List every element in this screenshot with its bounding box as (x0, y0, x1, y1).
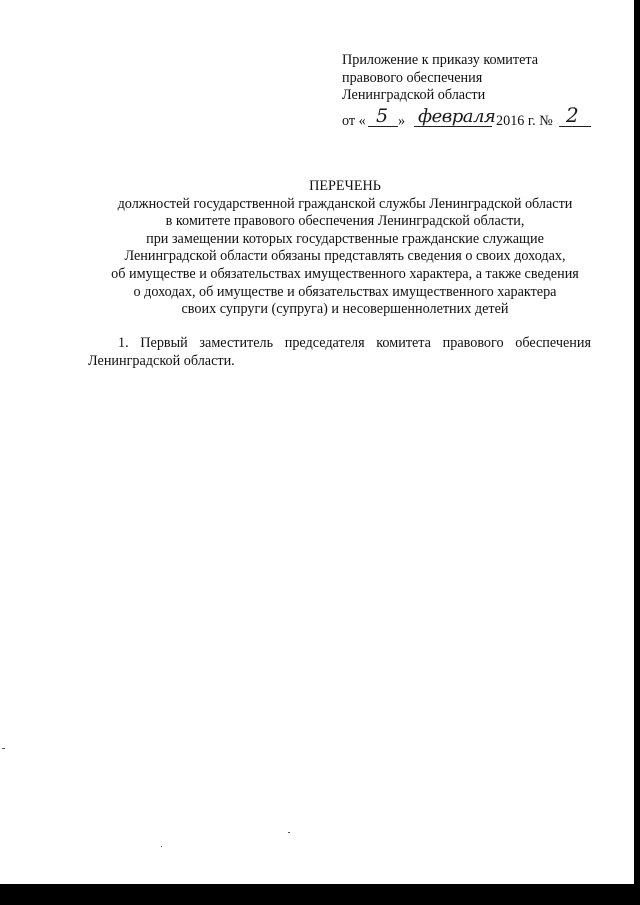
title-line: в комитете правового обеспечения Ленинградской области, (165, 213, 525, 230)
scan-border-right (634, 0, 640, 905)
handwritten-number: 2 (566, 103, 579, 127)
scan-speck (288, 832, 290, 833)
order-date-line (342, 103, 632, 135)
date-quote-close: » (398, 113, 406, 129)
appendix-line: Ленинградской области (342, 87, 486, 103)
appendix-header (342, 52, 622, 105)
title-heading: ПЕРЕЧЕНЬ (309, 178, 381, 194)
appendix-line: Приложение к приказу комитета (342, 52, 539, 68)
list-item-line: 1. Первый заместитель председателя комитета правового обеспечения (118, 335, 591, 351)
scan-border-bottom (0, 884, 640, 905)
scan-speck (2, 748, 5, 749)
document-title (60, 178, 630, 319)
list-item (88, 334, 591, 370)
title-line: Ленинградской области обязаны представлять сведения о своих доходах, (124, 248, 566, 265)
scan-speck (161, 846, 162, 847)
list-item-line: Ленинградской области. (88, 353, 235, 369)
title-line: о доходах, об имуществе и обязательствах имущественного характера (133, 283, 557, 300)
date-year-number: 2016 г. № (496, 113, 553, 129)
title-line: при замещении которых государственные гражданские служащие (146, 230, 544, 247)
appendix-line: правового обеспечения (342, 69, 483, 86)
date-prefix: от « (342, 113, 366, 129)
title-line: своих супруги (супруга) и несовершеннолетних детей (181, 301, 509, 318)
handwritten-month: февраля (418, 106, 496, 127)
handwritten-day: 5 (376, 105, 389, 127)
title-line: должностей государственной гражданской службы Ленинградской области (117, 195, 573, 212)
title-line: об имуществе и обязательствах имущественного характера, а также сведения (111, 265, 579, 282)
